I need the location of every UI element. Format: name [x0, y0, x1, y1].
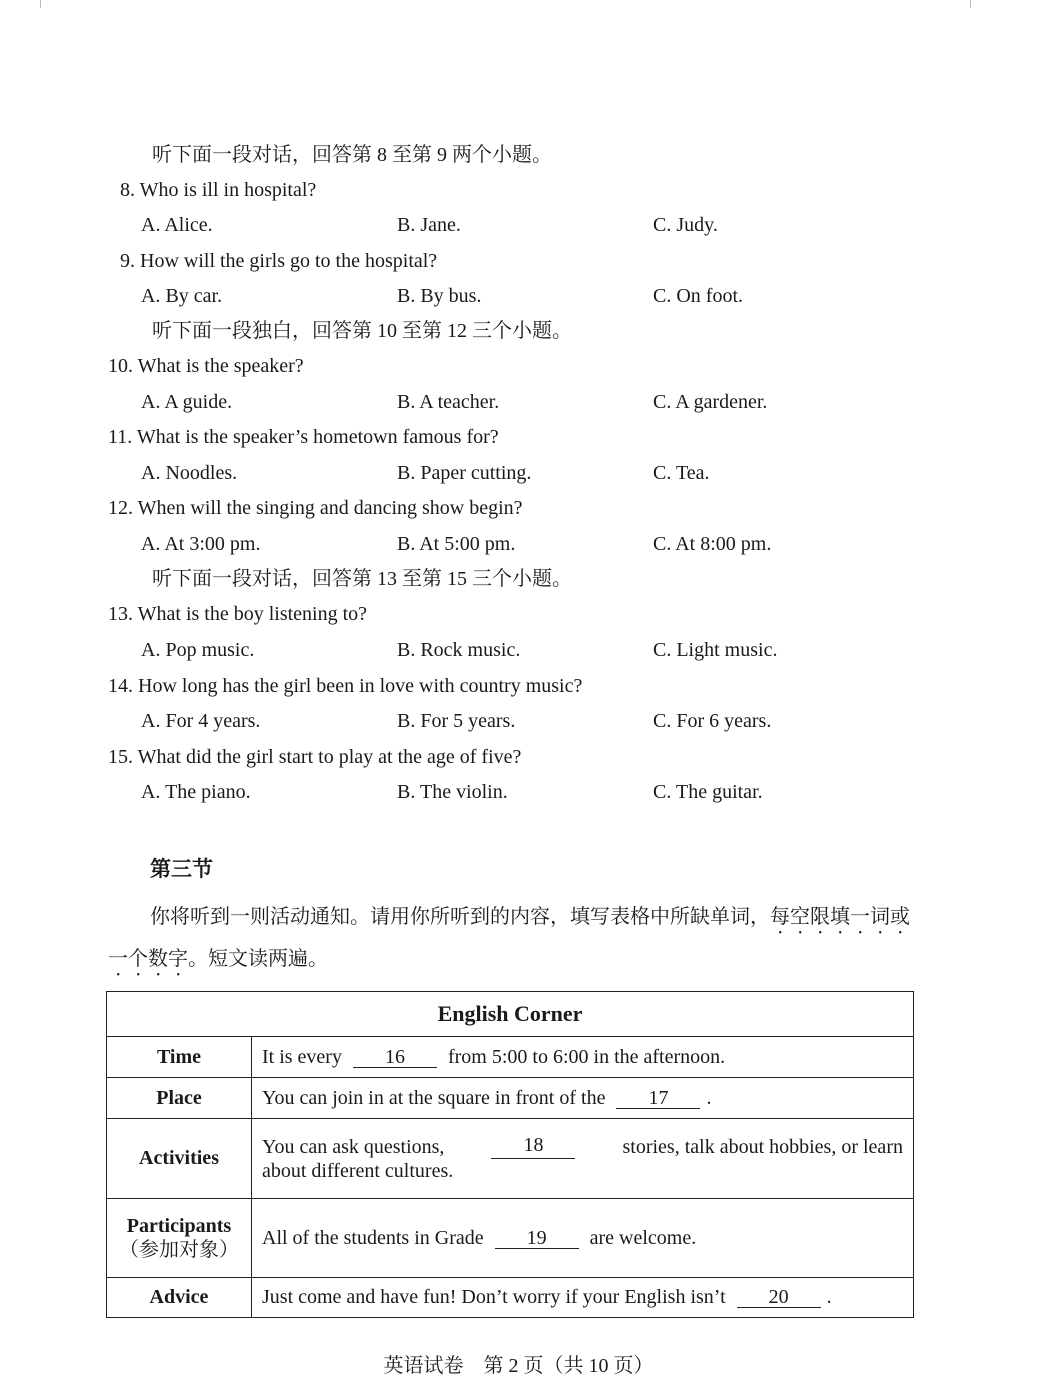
- table-row-participants: [107, 1199, 914, 1278]
- option-13b: B. Rock music.: [397, 639, 521, 661]
- advice-text-post: .: [826, 1286, 832, 1308]
- section-intro-13-15: 听下面一段对话，回答第 13 至第 15 三个小题。: [152, 568, 572, 590]
- table-row-activities: [107, 1119, 914, 1199]
- table-row-time: [107, 1037, 914, 1078]
- place-text-post: .: [706, 1086, 712, 1109]
- activities-text-pre: You can ask questions,: [262, 1135, 445, 1158]
- question-15: 15. What did the girl start to play at the age of five?: [108, 746, 522, 768]
- cell-activities: [252, 1119, 914, 1199]
- option-9a: A. By car.: [141, 285, 223, 307]
- option-8c: C. Judy.: [653, 214, 718, 236]
- page-footer: 英语试卷 第 2 页（共 10 页）: [383, 1355, 654, 1377]
- label-participants: Participants: [126, 1215, 232, 1237]
- label-participants-cn: （参加对象）: [119, 1239, 239, 1261]
- english-corner-table: [106, 991, 914, 1318]
- blank-18: 18: [491, 1135, 575, 1159]
- blank-17: 17: [616, 1088, 700, 1109]
- label-time: Time: [107, 1037, 252, 1078]
- instruction-end: 。短文读两遍。: [188, 948, 328, 970]
- option-12a: A. At 3:00 pm.: [141, 533, 261, 555]
- cell-participants: [252, 1199, 914, 1278]
- question-12: 12. When will the singing and dancing show begin?: [108, 497, 523, 519]
- option-14a: A. For 4 years.: [141, 710, 261, 732]
- table-row-place: [107, 1078, 914, 1119]
- option-9b: B. By bus.: [397, 285, 482, 307]
- activities-text-post: stories, talk about hobbies, or learn: [622, 1135, 903, 1158]
- option-8b: B. Jane.: [397, 214, 461, 236]
- option-10a: A. A guide.: [141, 391, 233, 413]
- table-header-row: [107, 992, 914, 1037]
- participants-text-pre: All of the students in Grade: [262, 1226, 484, 1249]
- scan-mark-left: [40, 0, 41, 8]
- participants-text-post: are welcome.: [589, 1226, 697, 1249]
- question-11: 11. What is the speaker’s hometown famous for?: [108, 426, 499, 448]
- option-14c: C. For 6 years.: [653, 710, 772, 732]
- option-10b: B. A teacher.: [397, 391, 500, 413]
- question-14: 14. How long has the girl been in love with country music?: [108, 675, 583, 697]
- option-14b: B. For 5 years.: [397, 710, 516, 732]
- option-13c: C. Light music.: [653, 639, 778, 661]
- blank-16: 16: [353, 1047, 437, 1068]
- section-intro-8-9: 听下面一段对话，回答第 8 至第 9 两个小题。: [152, 144, 552, 166]
- option-15b: B. The violin.: [397, 781, 508, 803]
- option-12c: C. At 8:00 pm.: [653, 533, 772, 555]
- label-participants-cell: [107, 1199, 252, 1278]
- option-11b: B. Paper cutting.: [397, 462, 532, 484]
- option-13a: A. Pop music.: [141, 639, 255, 661]
- place-text-pre: You can join in at the square in front of the: [262, 1086, 606, 1109]
- option-12b: B. At 5:00 pm.: [397, 533, 516, 555]
- cell-time: [252, 1037, 914, 1078]
- question-8: 8. Who is ill in hospital?: [120, 179, 317, 201]
- option-8a: A. Alice.: [141, 214, 213, 236]
- table-row-advice: [107, 1278, 914, 1318]
- time-text-pre: It is every: [262, 1045, 342, 1068]
- cell-advice: [252, 1278, 914, 1318]
- activities-line-1: [262, 1135, 903, 1159]
- cell-place: [252, 1078, 914, 1119]
- time-text-post: from 5:00 to 6:00 in the afternoon.: [447, 1045, 726, 1068]
- instruction-emphasis-2: 词或一个数字: [108, 906, 910, 970]
- option-11c: C. Tea.: [653, 462, 710, 484]
- label-activities: Activities: [107, 1119, 252, 1199]
- section-intro-10-12: 听下面一段独白，回答第 10 至第 12 三个小题。: [152, 320, 572, 342]
- label-place: Place: [107, 1078, 252, 1119]
- question-9: 9. How will the girls go to the hospital?: [120, 250, 438, 272]
- option-15a: A. The piano.: [141, 781, 251, 803]
- activities-line-2: about different cultures.: [262, 1159, 454, 1182]
- scan-mark-right: [970, 0, 971, 8]
- section-title: 第三节: [150, 857, 213, 881]
- option-11a: A. Noodles.: [141, 462, 238, 484]
- question-10: 10. What is the speaker?: [108, 355, 304, 377]
- instruction-emphasis-1: 每空限填一: [770, 906, 870, 928]
- label-advice: Advice: [107, 1278, 252, 1318]
- blank-19: 19: [495, 1228, 579, 1249]
- table-title: English Corner: [107, 992, 914, 1037]
- option-10c: C. A gardener.: [653, 391, 768, 413]
- option-9c: C. On foot.: [653, 285, 743, 307]
- section-instructions: [108, 897, 918, 981]
- option-15c: C. The guitar.: [653, 781, 763, 803]
- question-13: 13. What is the boy listening to?: [108, 603, 368, 625]
- blank-20: 20: [737, 1287, 821, 1308]
- advice-text-pre: Just come and have fun! Don’t worry if your English isn’t: [262, 1286, 726, 1308]
- instruction-text: 你将听到一则活动通知。请用你所听到的内容，填写表格中所缺单词，: [150, 906, 770, 928]
